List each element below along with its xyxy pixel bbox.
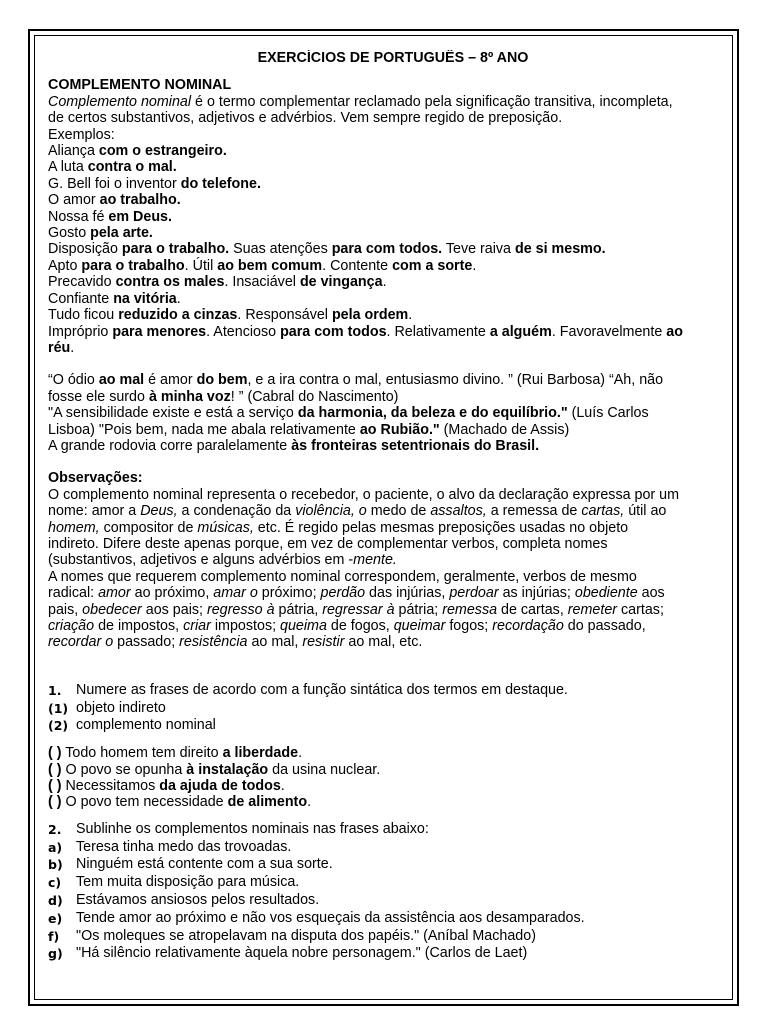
- section-heading: COMPLEMENTO NOMINAL: [48, 77, 232, 94]
- spacer: [48, 651, 738, 682]
- definition-line: de certos substantivos, adjetivos e advérbios. Vem sempre regido de preposição.: [48, 110, 563, 127]
- quote-line: fosse ele surdo à minha voz! ” (Cabral do Nascimento): [48, 388, 399, 405]
- observation-line: A nomes que requerem complemento nominal correspondem, geralmente, verbos de mesmo: [48, 568, 637, 585]
- example-line: Tudo ficou reduzido a cinzas. Responsável pela ordem.: [48, 307, 413, 324]
- observation-line: radical: amor ao próximo, amar o próximo; perdão das injúrias, perdoar as injúrias; obediente aos: [48, 585, 665, 602]
- exercise-2-item: e) Tende amor ao próximo e não vos esqueçais da assistência aos desamparados.: [48, 909, 585, 926]
- page-title: EXERCÍCIOS DE PORTUGUÊS – 8º ANO: [257, 50, 529, 66]
- exercise-2-item: b) Ninguém está contente com a sua sorte.: [48, 856, 333, 873]
- exercise-1-prompt: 1. Numere as frases de acordo com a função sintática dos termos em destaque.: [48, 681, 568, 698]
- exercise-2-item: d) Estávamos ansiosos pelos resultados.: [48, 892, 320, 909]
- exercise-2-item: a) Teresa tinha medo das trovoadas.: [48, 838, 292, 855]
- spacer: [48, 811, 738, 821]
- example-line: A luta contra o mal.: [48, 159, 177, 176]
- observation-line: indireto. Difere deste apenas porque, em vez de complementar verbos, completa nomes: [48, 535, 608, 552]
- observation-line: (substantivos, adjetivos e alguns advérbios em -mente.: [48, 552, 397, 569]
- example-line: réu.: [48, 339, 75, 356]
- exercise-2-item: c) Tem muita disposição para música.: [48, 874, 300, 891]
- spacer: [48, 454, 738, 470]
- example-line: Impróprio para menores. Atencioso para com todos. Relativamente a alguém. Favoravelmente ao: [48, 323, 683, 340]
- example-line: Gosto pela arte.: [48, 225, 153, 242]
- quote-line: A grande rodovia corre paralelamente às fronteiras setentrionais do Brasil.: [48, 437, 540, 454]
- observations-heading: Observações:: [48, 470, 143, 487]
- exercise-1-item: ( ) Necessitamos da ajuda de todos.: [48, 778, 285, 795]
- document-body: [48, 50, 738, 1005]
- example-line: Nossa fé em Deus.: [48, 208, 172, 225]
- example-line: Disposição para o trabalho. Suas atenções para com todos. Teve raiva de si mesmo.: [48, 241, 606, 258]
- quote-line: Lisboa) "Pois bem, nada me abala relativamente ao Rubião." (Machado de Assis): [48, 421, 570, 438]
- example-line: Confiante na vitória.: [48, 290, 181, 307]
- example-line: Precavido contra os males. Insaciável de vingança.: [48, 274, 387, 291]
- observation-line: O complemento nominal representa o recebedor, o paciente, o alvo da declaração expressa por um: [48, 486, 680, 503]
- observation-line: criação de impostos, criar impostos; queima de fogos, queimar fogos; recordação do passado,: [48, 618, 646, 634]
- exercise-1-option: (2) complemento nominal: [48, 717, 216, 734]
- observation-line: recordar o passado; resistência ao mal, resistir ao mal, etc.: [48, 634, 423, 651]
- example-line: O amor ao trabalho.: [48, 192, 181, 209]
- quote-line: "A sensibilidade existe e está a serviço da harmonia, da beleza e do equilíbrio." (Luís Carlos: [48, 405, 649, 422]
- observation-line: pais, obedecer aos pais; regresso à pátria, regressar à pátria; remessa de cartas, remeter cartas;: [48, 601, 664, 618]
- observation-line: homem, compositor de músicas, etc. É regido pelas mesmas preposições usadas no objeto: [48, 519, 629, 536]
- example-line: G. Bell foi o inventor do telefone.: [48, 175, 261, 192]
- example-line: Aliança com o estrangeiro.: [48, 143, 227, 160]
- observation-line: nome: amor a Deus, a condenação da violência, o medo de assaltos, a remessa de cartas, útil ao: [48, 503, 667, 520]
- exercise-1-item: ( ) O povo tem necessidade de alimento.: [48, 794, 312, 811]
- exercise-1-option: (1) objeto indireto: [48, 699, 166, 716]
- exercise-2-item: f) "Os moleques se atropelavam na disputa dos papéis." (Aníbal Machado): [48, 927, 536, 944]
- definition-line: Complemento nominal é o termo complementar reclamado pela significação transitiva, incompleta,: [48, 93, 673, 110]
- examples-label: Exemplos:: [48, 126, 115, 143]
- exercise-1-item: ( ) Todo homem tem direito a liberdade.: [48, 745, 303, 762]
- quote-line: “O ódio ao mal é amor do bem, e a ira contra o mal, entusiasmo divino. ” (Rui Barbosa) “Ah, não: [48, 372, 664, 389]
- spacer: [48, 356, 738, 372]
- exercise-2-item: g) "Há silêncio relativamente àquela nobre personagem." (Carlos de Laet): [48, 945, 528, 962]
- spacer: [48, 735, 738, 745]
- exercise-2-prompt: 2. Sublinhe os complementos nominais nas frases abaixo:: [48, 820, 429, 837]
- example-line: Apto para o trabalho. Útil ao bem comum. Contente com a sorte.: [48, 257, 477, 274]
- exercise-1-item: ( ) O povo se opunha à instalação da usina nuclear.: [48, 761, 381, 778]
